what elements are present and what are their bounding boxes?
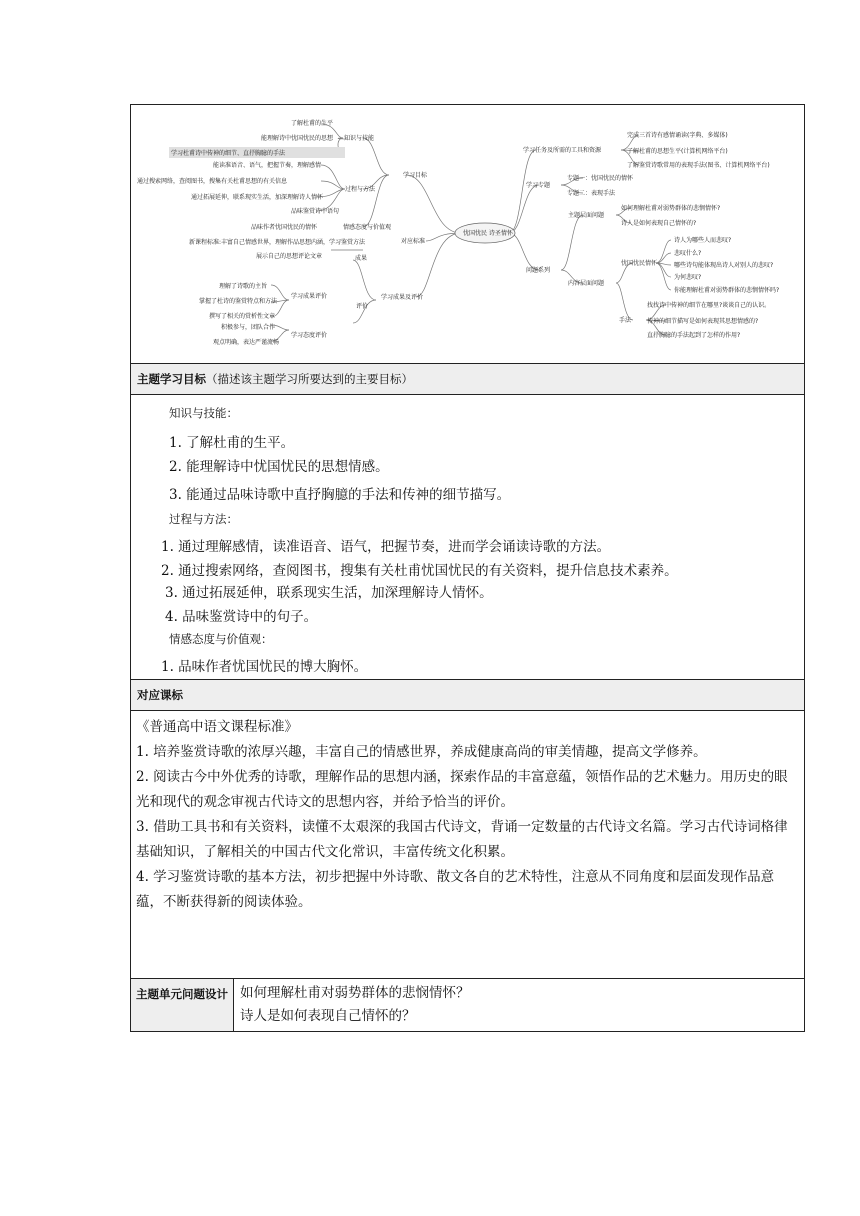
knowledge-label: 知识与技能：	[169, 406, 238, 420]
mind-process-label: 过程与方法	[345, 186, 376, 193]
mind-method-item: 传神的细节描写是如何表现其思想情感的?	[647, 318, 759, 325]
mind-method-item: 直抒胸臆的手法起到了怎样的作用?	[647, 332, 741, 339]
mind-goal-label: 学习目标	[403, 172, 428, 179]
mind-p-item: 通过拓展延伸，联系现实生活，加深理解诗人情怀	[191, 194, 324, 201]
goals-header-title: 主题学习目标	[137, 372, 206, 386]
mind-main-q-label: 主题层面问题	[568, 212, 605, 219]
question-row	[131, 979, 804, 1031]
mind-worry-item: 你能理解杜甫对弱势群体的悲悯情怀吗?	[674, 287, 780, 294]
process-label: 过程与方法：	[169, 512, 238, 526]
mind-tools-item: 完成三首诗有感情诵读(字典、多媒体)	[627, 132, 728, 139]
mind-ea-item: 观点明确，表达严谨流畅	[213, 339, 280, 346]
mind-main-q-item: 诗人是如何表现自己情怀的?	[621, 220, 697, 227]
question-label: 主题单元问题设计	[131, 979, 234, 1031]
mind-standard-item: 新课程标准:丰富自己情感世界，理解作品思想内涵，学习鉴赏方法	[189, 239, 366, 246]
lesson-table	[130, 104, 805, 1032]
goal-item: 3. 能通过品味诗歌中直抒胸臆的手法和传神的细节描写。	[169, 487, 511, 503]
standard-section	[131, 711, 804, 979]
mind-eval-result-label: 学习成果评价	[291, 293, 328, 300]
standard-item: 3. 借助工具书和有关资料，读懂不太艰深的我国古代诗文，背诵一定数量的古代诗文名篇。学习古代诗词格律基础知识，了解相关的中国古代文化常识，丰富传统文化积累。	[136, 819, 788, 860]
mind-topic-item: 专题一：忧国忧民的情怀	[567, 175, 634, 182]
mind-map-diagram	[131, 105, 804, 363]
mind-worry-item: 悲叹什么?	[674, 250, 702, 257]
mind-k-item: 了解杜甫的生平	[291, 120, 334, 127]
mind-topic-item: 专题二：表现手法	[567, 190, 616, 197]
goal-item: 4. 品味鉴赏诗中的句子。	[165, 609, 318, 625]
mind-p-item: 通过搜索网络，查阅图书，搜集有关杜甫思想的有关信息	[137, 178, 288, 185]
mind-er-item: 掌握了杜诗的鉴赏特点和方法	[199, 298, 278, 305]
goal-item: 2. 能理解诗中忧国忧民的思想情感。	[169, 459, 389, 475]
goals-section	[131, 395, 804, 680]
mind-k-item: 能理解诗中忧国忧民的思想	[261, 135, 334, 142]
goal-item: 1. 了解杜甫的生平。	[169, 435, 295, 451]
mind-worry-label: 忧国忧民情怀	[621, 260, 658, 267]
goals-header	[131, 364, 804, 395]
mind-er-item: 理解了诗歌的主旨	[219, 283, 268, 290]
mind-worry-item: 诗人为哪些人而悲叹?	[674, 237, 732, 244]
mind-method-item: 找找诗中传神的细节在哪里?谈谈自己的认识。	[647, 302, 771, 309]
mind-eval-label: 评价	[356, 303, 369, 310]
mind-result-item: 展示自己的思想评论文章	[256, 253, 323, 260]
mind-attitude-label: 情感态度与价值观	[343, 224, 392, 231]
mind-tools-item: 了解杜甫的思想生平(计算机网络平台)	[627, 148, 728, 155]
goal-item: 3. 通过拓展延伸，联系现实生活，加深理解诗人情怀。	[165, 585, 493, 601]
goal-item: 1. 品味作者忧国忧民的博大胸怀。	[161, 659, 368, 675]
mind-result-label: 成果	[355, 255, 368, 262]
goal-item: 2. 通过搜索网络，查阅图书，搜集有关杜甫忧国忧民的有关资料，提升信息技术素养。	[161, 563, 678, 579]
mind-q-label: 问题系列	[526, 267, 551, 274]
mind-worry-item: 哪些诗句能体现出诗人对别人的悲叹?	[674, 262, 774, 269]
mind-eval-node-label: 学习成果及评价	[381, 294, 424, 301]
mind-standard-label: 对应标准	[401, 238, 426, 245]
standard-header-title: 对应课标	[137, 688, 183, 702]
mind-knowledge-label: 知识与技能	[344, 135, 375, 142]
standard-item: 2. 阅读古今中外优秀的诗歌，理解作品的思想内涵，探索作品的丰富意蕴，领悟作品的艺术魅力。用历史的眼光和现代的观念审视古代诗文的思想内容，并给予恰当的评价。	[136, 769, 788, 810]
question-body	[234, 979, 804, 1031]
mind-content-q-label: 内容层面问题	[568, 280, 605, 287]
mind-ea-item: 积极参与，团队合作	[221, 324, 276, 331]
standard-title: 《普通高中语文课程标准》	[136, 719, 298, 735]
mind-map	[131, 105, 804, 364]
mind-k-item: 学习杜甫诗中传神的细节、直抒胸臆的手法	[171, 150, 286, 157]
question-item: 如何理解杜甫对弱势群体的悲悯情怀？	[240, 985, 470, 1001]
goals-header-desc: （描述该主题学习所要达到的主要目标）	[206, 372, 413, 386]
mind-er-item: 撰写了相关的赏析性文章	[209, 313, 276, 320]
mind-p-item: 能读准语音、语气，把握节奏，理解感情	[213, 162, 322, 169]
mind-eval-attitude-label: 学习态度评价	[291, 332, 328, 339]
standard-item: 1. 培养鉴赏诗歌的浓厚兴趣，丰富自己的情感世界，养成健康高尚的审美情趣，提高文学修养。	[136, 744, 707, 760]
standard-header	[131, 680, 804, 711]
question-item: 诗人是如何表现自己情怀的？	[240, 1008, 416, 1024]
mind-a-item: 品味作者忧国忧民的情怀	[251, 224, 318, 231]
mind-tools-item: 了解鉴赏诗歌常用的表现手法(图书、计算机网络平台)	[627, 162, 770, 169]
mind-main-q-item: 如何理解杜甫对弱势群体的悲悯情怀?	[621, 205, 721, 212]
mind-tools-label: 学习任务及所需的工具和资源	[523, 147, 602, 154]
mind-worry-item: 为何悲叹?	[674, 274, 702, 281]
mind-root-label: 忧国忧民 诗圣情怀	[463, 230, 513, 237]
standard-item: 4. 学习鉴赏诗歌的基本方法，初步把握中外诗歌、散文各自的艺术特性，注意从不同角度和层面发现作品意蕴，不断获得新的阅读体验。	[136, 869, 775, 910]
mind-p-item: 品味鉴赏诗中语句	[291, 208, 340, 215]
mind-method-label: 手法	[619, 317, 632, 324]
attitude-label: 情感态度与价值观：	[169, 632, 273, 646]
goal-item: 1. 通过理解感情，读准语音、语气，把握节奏，进而学会诵读诗歌的方法。	[161, 539, 611, 555]
mind-topic-label: 学习专题	[526, 182, 551, 189]
